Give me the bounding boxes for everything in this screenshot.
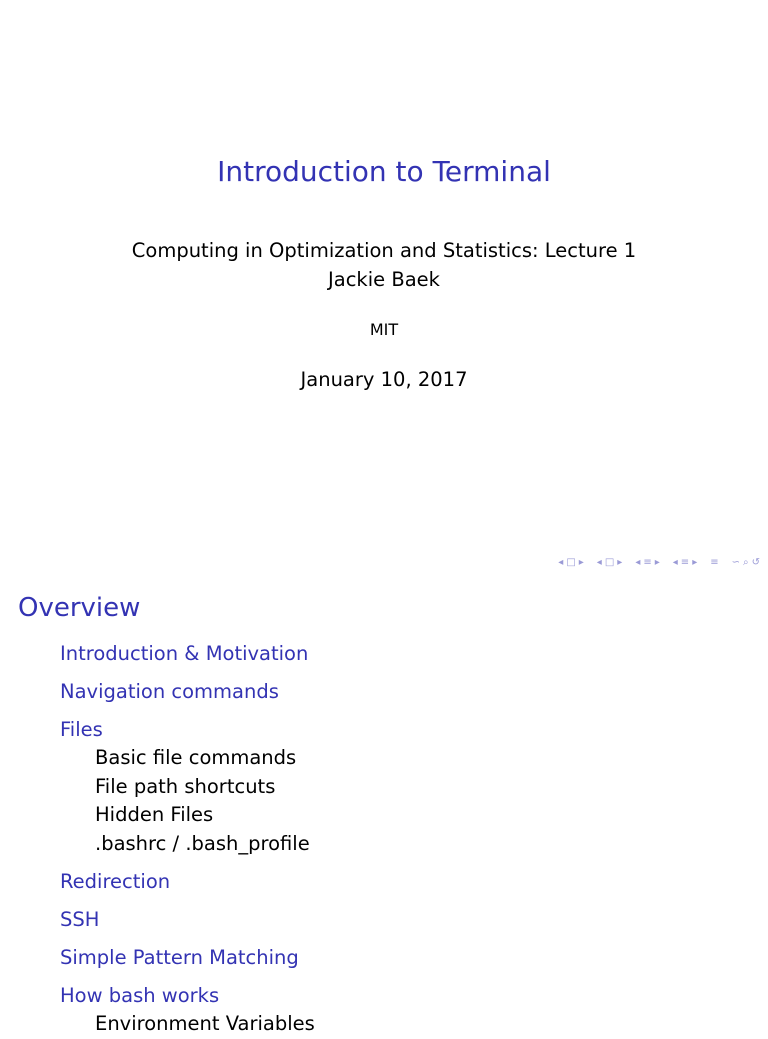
align-icon[interactable]: ≡ (710, 557, 719, 568)
section-spacer (60, 896, 315, 906)
next-frame-icon[interactable]: ▸ (578, 557, 584, 568)
next-subsection-icon[interactable]: ▸ (617, 557, 623, 568)
subsection-nav-group (597, 555, 623, 571)
previous-section-icon[interactable]: ◂ (635, 557, 641, 568)
overview-heading: Overview (18, 593, 141, 623)
previous-frame-icon[interactable]: ◂ (558, 557, 564, 568)
toc-subsection[interactable]: Hidden Files (95, 803, 214, 826)
section-spacer (60, 934, 315, 944)
back-icon[interactable]: ↺ (751, 557, 760, 568)
institute-name: MIT (369, 320, 399, 339)
section-spacer (60, 858, 315, 868)
presentation-subtitle: Computing in Optimization and Statistics: Lecture 1 (131, 239, 637, 262)
toc-section[interactable]: Redirection (60, 870, 171, 893)
presentation-date: January 10, 2017 (300, 368, 468, 391)
overview-slide (0, 580, 768, 1035)
search-nav-group (732, 555, 760, 571)
frame-icon[interactable]: □ (566, 557, 576, 568)
toc-subsection[interactable]: Environment Variables (95, 1012, 315, 1035)
section-spacer (60, 668, 315, 678)
toc-subsection[interactable]: Basic file commands (95, 746, 297, 769)
author-name: Jackie Baek (328, 268, 440, 291)
previous-subsection-icon[interactable]: ◂ (596, 557, 602, 568)
align-nav-group (710, 555, 718, 571)
toc-subsection-list (60, 1010, 315, 1039)
table-of-contents (60, 640, 315, 1039)
previous-document-icon[interactable]: ◂ (672, 557, 678, 568)
subsection-icon[interactable]: □ (604, 557, 615, 568)
section-icon[interactable]: ≡ (643, 557, 652, 568)
frame-nav-group (558, 555, 584, 571)
toc-subsection-list (60, 744, 315, 858)
section-spacer (60, 706, 315, 716)
document-icon[interactable]: ≡ (680, 557, 690, 568)
toc-section[interactable]: Files (60, 718, 103, 741)
toc-section[interactable]: Navigation commands (60, 680, 279, 703)
beamer-navigation-bar (558, 555, 760, 571)
toc-section[interactable]: SSH (60, 908, 100, 931)
toc-subsection[interactable]: File path shortcuts (95, 774, 276, 798)
toc-section[interactable]: Simple Pattern Matching (60, 946, 299, 969)
toc-section[interactable]: How bash works (60, 984, 220, 1007)
presentation-title: Introduction to Terminal (217, 155, 551, 188)
toc-subsection[interactable]: .bashrc / .bash_profile (95, 831, 310, 855)
document-nav-group (673, 555, 697, 571)
search-icon[interactable]: ⌕ (743, 557, 749, 568)
loop-icon[interactable]: ∽ (731, 557, 740, 568)
toc-section[interactable]: Introduction & Motivation (60, 642, 309, 665)
next-document-icon[interactable]: ▸ (692, 557, 698, 568)
next-section-icon[interactable]: ▸ (654, 557, 660, 568)
section-nav-group (635, 555, 659, 571)
section-spacer (60, 972, 315, 982)
